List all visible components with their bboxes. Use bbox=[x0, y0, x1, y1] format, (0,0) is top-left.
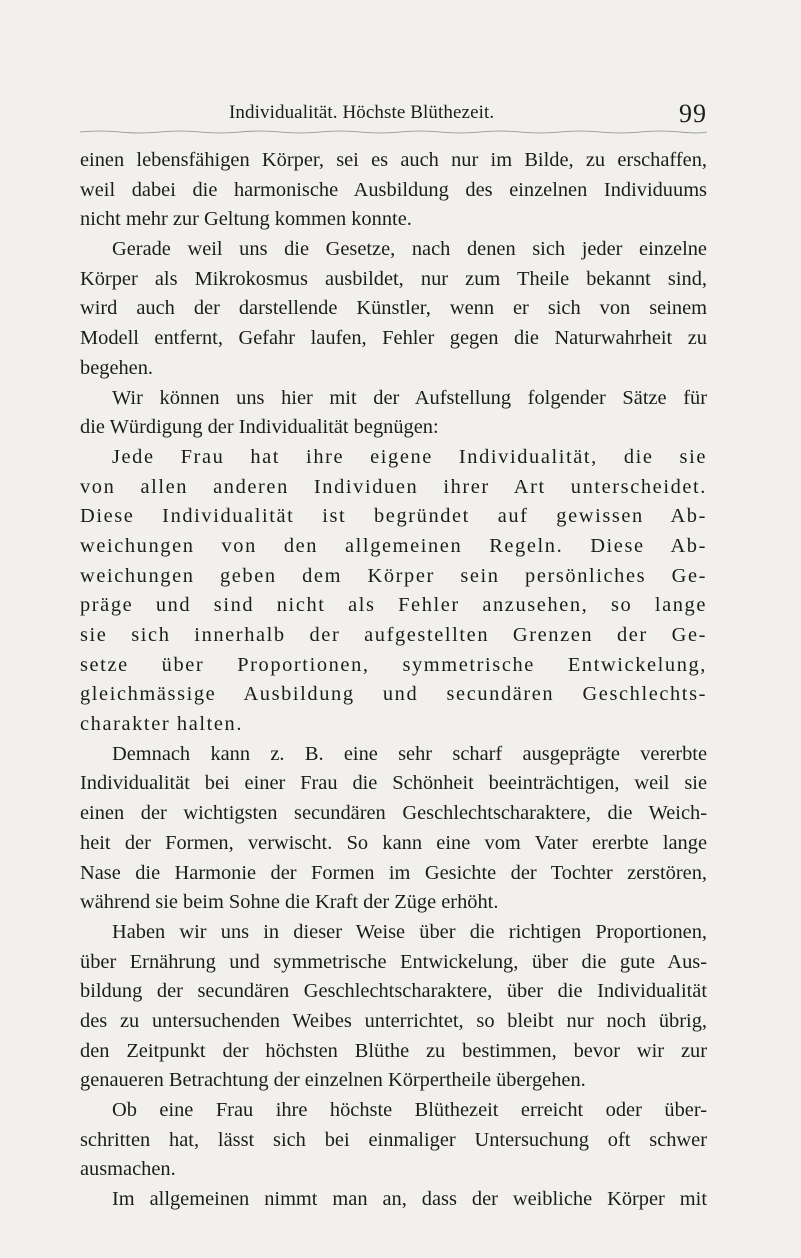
text-line: gleichmässige Ausbildung und secundären Geschlechts- bbox=[80, 683, 707, 706]
text-line: Modell entfernt, Gefahr laufen, Fehler gegen die Naturwahrheit zu bbox=[80, 327, 707, 350]
text-line: weichungen von den allgemeinen Regeln. Diese Ab- bbox=[80, 534, 707, 557]
page-header bbox=[80, 100, 707, 132]
text-line: heit der Formen, verwischt. So kann eine vom Vater ererbte lange bbox=[80, 831, 707, 854]
running-title: Individualität. Höchste Blüthezeit. bbox=[229, 102, 495, 123]
text-line: die Würdigung der Individualität begnügen: bbox=[80, 416, 439, 439]
page-number: 99 bbox=[679, 99, 707, 128]
text-line: über Ernährung und symmetrische Entwickelung, über die gute Aus- bbox=[80, 950, 707, 973]
text-line: sie sich innerhalb der aufgestellten Grenzen der Ge- bbox=[80, 624, 707, 646]
text-line: charakter halten. bbox=[80, 713, 244, 736]
text-line: einen der wichtigsten secundären Geschlechtscharaktere, die Weich- bbox=[80, 802, 707, 825]
text-line: Demnach kann z. B. eine sehr scharf ausgeprägte vererbte bbox=[112, 742, 707, 765]
text-line: Jede Frau hat ihre eigene Individualität, die sie bbox=[112, 445, 707, 468]
text-line: Im allgemeinen nimmt man an, dass der weibliche Körper mit bbox=[112, 1188, 707, 1211]
text-line: setze über Proportionen, symmetrische Entwickelung, bbox=[80, 653, 707, 676]
text-line: weichungen geben dem Körper sein persönliches Ge- bbox=[80, 564, 707, 587]
text-line: einen lebensfähigen Körper, sei es auch nur im Bilde, zu erschaffen, bbox=[80, 149, 707, 171]
text-line: Körper als Mikrokosmus ausbildet, nur zum Theile bekannt sind, bbox=[80, 267, 707, 290]
body-text bbox=[80, 146, 707, 1215]
text-line: Individualität bei einer Frau die Schönheit beeinträchtigen, weil sie bbox=[80, 772, 707, 795]
text-line: Gerade weil uns die Gesetze, nach denen sich jeder einzelne bbox=[112, 238, 707, 261]
text-line: schritten hat, lässt sich bei einmaliger Untersuchung oft schwer bbox=[80, 1128, 707, 1151]
text-line: während sie beim Sohne die Kraft der Züge erhöht. bbox=[80, 891, 499, 914]
text-line: wird auch der darstellende Künstler, wenn er sich von seinem bbox=[80, 297, 707, 320]
text-line: begehen. bbox=[80, 356, 154, 379]
text-line: Diese Individualität ist begründet auf gewissen Ab- bbox=[80, 505, 707, 528]
text-line: präge und sind nicht als Fehler anzusehen, so lange bbox=[80, 594, 707, 617]
text-line: Haben wir uns in dieser Weise über die richtigen Proportionen, bbox=[112, 920, 707, 943]
text-line: genaueren Betrachtung der einzelnen Körpertheile übergehen. bbox=[80, 1069, 586, 1092]
wavy-header-rule bbox=[80, 130, 707, 134]
text-line: Wir können uns hier mit der Aufstellung folgender Sätze für bbox=[112, 386, 707, 409]
text-line: des zu untersuchenden Weibes unterrichtet, so bleibt nur noch übrig, bbox=[80, 1009, 707, 1032]
text-line: nicht mehr zur Geltung kommen konnte. bbox=[80, 208, 412, 231]
text-line: den Zeitpunkt der höchsten Blüthe zu bestimmen, bevor wir zur bbox=[80, 1039, 707, 1062]
text-line: von allen anderen Individuen ihrer Art unterscheidet. bbox=[80, 475, 707, 498]
text-line: bildung der secundären Geschlechtscharaktere, über die Individualität bbox=[80, 980, 707, 1003]
text-line: Ob eine Frau ihre höchste Blüthezeit erreicht oder über- bbox=[112, 1099, 707, 1121]
text-line: ausmachen. bbox=[80, 1158, 176, 1181]
text-line: weil dabei die harmonische Ausbildung des einzelnen Individuums bbox=[80, 178, 707, 201]
text-line: Nase die Harmonie der Formen im Gesichte der Tochter zerstören, bbox=[80, 861, 707, 884]
